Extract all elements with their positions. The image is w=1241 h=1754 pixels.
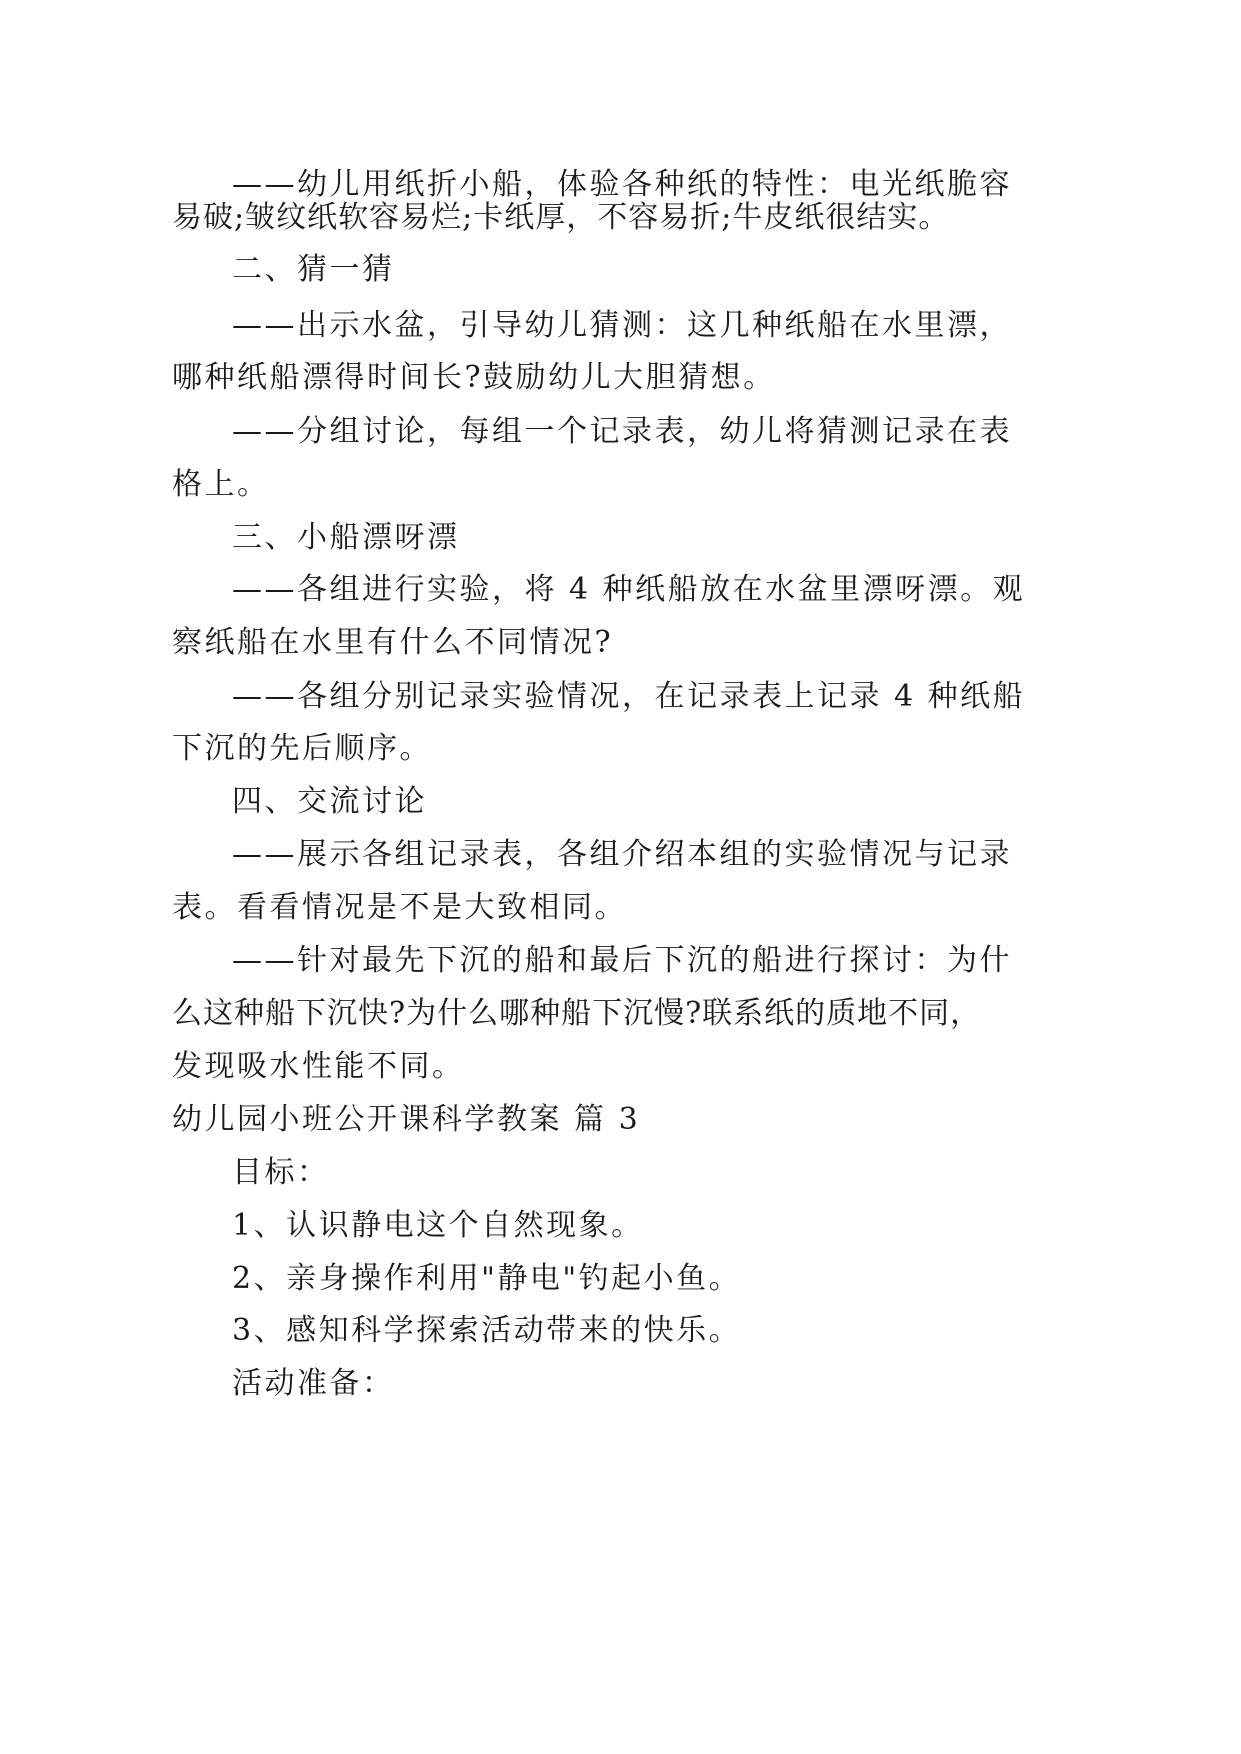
list-item: 1、认识静电这个自然现象。 — [232, 1208, 644, 1243]
paragraph-line: ——针对最先下沉的船和最后下沉的船进行探讨：为什 — [232, 943, 1012, 978]
paragraph-line: ——各组分别记录实验情况，在记录表上记录 4 种纸船 — [232, 679, 1026, 714]
paragraph-line: ——展示各组记录表，各组介绍本组的实验情况与记录 — [232, 837, 1012, 872]
paragraph-line: 格上。 — [172, 467, 270, 502]
paragraph-line: 哪种纸船漂得时间长?鼓励幼儿大胆猜想。 — [172, 360, 776, 395]
section-heading: 二、猜一猜 — [232, 252, 395, 287]
list-item: 3、感知科学探索活动带来的快乐。 — [232, 1313, 742, 1348]
section-heading: 三、小船漂呀漂 — [232, 520, 460, 555]
paragraph-line: ——幼儿用纸折小船，体验各种纸的特性：电光纸脆容 — [232, 167, 1012, 202]
paragraph-line: 表。看看情况是不是大致相同。 — [172, 890, 627, 925]
paragraph-line: ——各组进行实验，将 4 种纸船放在水盆里漂呀漂。观 — [232, 572, 1026, 607]
section-heading: 目标： — [232, 1155, 330, 1190]
paragraph-line: ——出示水盆，引导幼儿猜测：这几种纸船在水里漂， — [232, 308, 1012, 343]
paragraph-line: 察纸船在水里有什么不同情况? — [172, 625, 614, 660]
paragraph-line: ——分组讨论，每组一个记录表，幼儿将猜测记录在表 — [232, 414, 1012, 449]
section-heading: 四、交流讨论 — [232, 784, 427, 819]
paragraph-line: 下沉的先后顺序。 — [172, 731, 432, 766]
paragraph-line: 么这种船下沉快?为什么哪种船下沉慢?联系纸的质地不同， — [172, 996, 982, 1031]
document-title: 幼儿园小班公开课科学教案 篇 3 — [172, 1102, 641, 1137]
section-heading: 活动准备： — [232, 1366, 395, 1401]
paragraph-line: 发现吸水性能不同。 — [172, 1049, 465, 1084]
list-item: 2、亲身操作利用"静电"钓起小鱼。 — [232, 1261, 742, 1296]
paragraph-line: 易破;皱纹纸软容易烂;卡纸厚，不容易折;牛皮纸很结实。 — [172, 200, 950, 235]
